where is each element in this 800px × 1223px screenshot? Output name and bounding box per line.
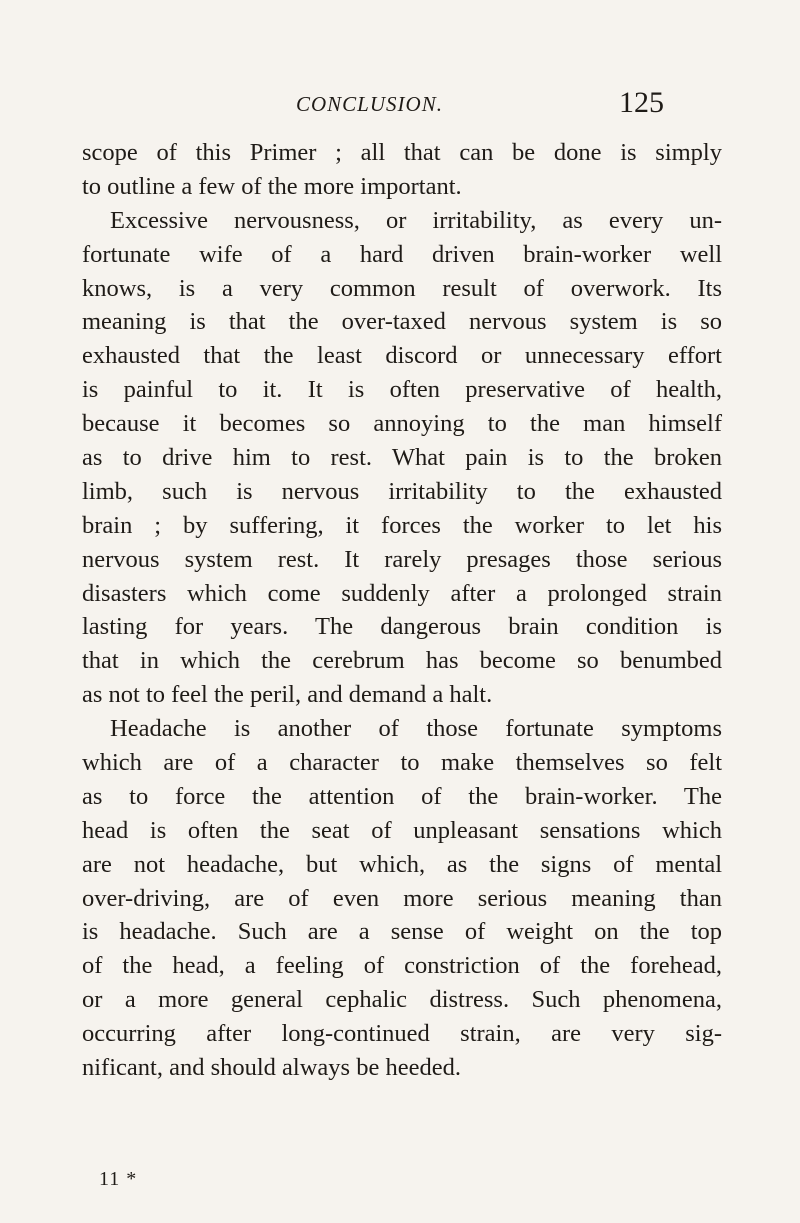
text-line: brain ; by suffering, it forces the worker to let his	[82, 511, 722, 539]
text-line: is headache. Such are a sense of weight on the top	[82, 918, 722, 946]
text-line: as to drive him to rest. What pain is to the broken	[82, 444, 722, 472]
text-line: fortunate wife of a hard driven brain-worker well	[82, 240, 722, 268]
text-line: to outline a few of the more important.	[82, 172, 462, 200]
text-line: over-driving, are of even more serious meaning than	[82, 884, 722, 912]
text-line: lasting for years. The dangerous brain condition is	[82, 613, 722, 641]
text-line: exhausted that the least discord or unnecessary effort	[82, 342, 722, 370]
text-line: or a more general cephalic distress. Such phenomena,	[82, 986, 722, 1014]
page-number: 125	[619, 86, 664, 119]
text-line: because it becomes so annoying to the man himself	[82, 410, 722, 438]
text-line: is painful to it. It is often preservative of health,	[82, 376, 722, 404]
text-line: Excessive nervousness, or irritability, as every un-	[110, 206, 722, 234]
text-line: as to force the attention of the brain-worker. The	[82, 782, 722, 810]
text-line: disasters which come suddenly after a prolonged strain	[82, 579, 722, 607]
text-line: meaning is that the over-taxed nervous system is so	[82, 308, 722, 336]
text-line: scope of this Primer ; all that can be done is simply	[82, 139, 722, 166]
text-line: nervous system rest. It rarely presages those serious	[82, 545, 722, 573]
text-line: of the head, a feeling of constriction of the forehead,	[82, 952, 722, 980]
text-line: nificant, and should always be heeded.	[82, 1054, 461, 1082]
text-line: occurring after long-continued strain, are very sig-	[82, 1020, 722, 1048]
signature-mark: 11 *	[99, 1168, 138, 1190]
page-header	[0, 86, 800, 132]
text-line: which are of a character to make themselves so felt	[82, 749, 722, 777]
text-line: head is often the seat of unpleasant sensations which	[82, 816, 722, 844]
running-head: CONCLUSION.	[296, 92, 443, 116]
text-line: knows, is a very common result of overwork. Its	[82, 274, 722, 302]
text-line: Headache is another of those fortunate symptoms	[110, 715, 722, 743]
text-line: are not headache, but which, as the signs of mental	[82, 850, 722, 878]
text-line: that in which the cerebrum has become so benumbed	[82, 647, 722, 675]
text-line: as not to feel the peril, and demand a halt.	[82, 681, 493, 709]
body-text	[82, 136, 722, 1085]
text-line: limb, such is nervous irritability to the exhausted	[82, 477, 722, 505]
